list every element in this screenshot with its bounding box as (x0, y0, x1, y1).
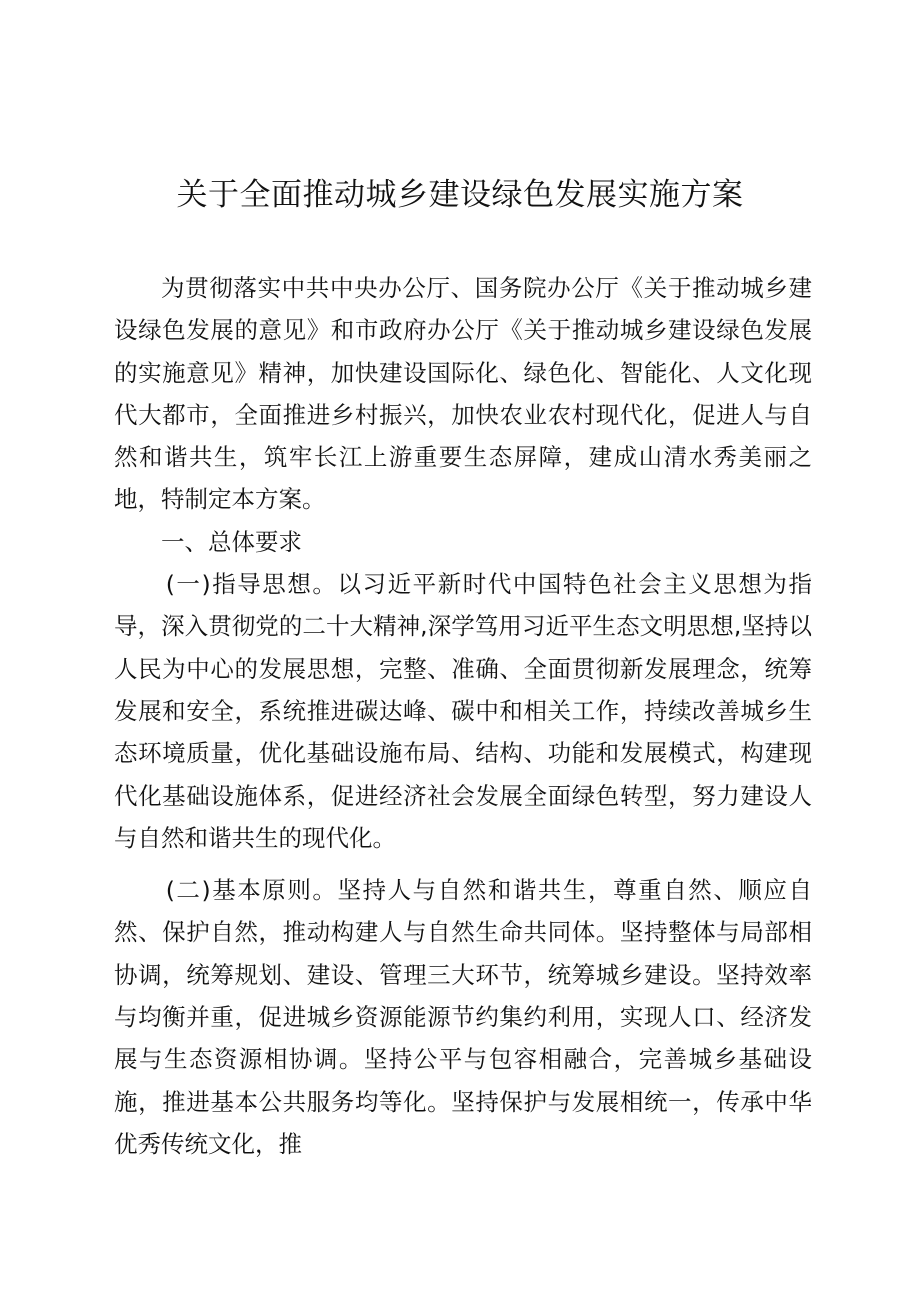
basic-principles-paragraph: (二)基本原则。坚持人与自然和谐共生，尊重自然、顺应自然、保护自然，推动构建人与自然生命共同体。坚持整体与局部相协调，统筹规划、建设、管理三大环节，统筹城乡建设。坚持效率与均衡并重，促进城乡资源能源节约集约利用，实现人口、经济发展与生态资源相协调。坚持公平与包容相融合，完善城乡基础设施，推进基本公共服务均等化。坚持保护与发展相统一，传承中华优秀传统文化，推 (114, 876, 812, 1158)
document-title: 关于全面推动城乡建设绿色发展实施方案 (176, 177, 744, 213)
document-body (114, 267, 812, 1165)
paragraph-gap (114, 859, 812, 869)
guiding-thought-paragraph: (一)指导思想。以习近平新时代中国特色社会主义思想为指导，深入贯彻党的二十大精神,深学笃用习近平生态文明思想,坚持以人民为中心的发展思想，完整、准确、全面贯彻新发展理念，统筹发展和安全，系统推进碳达峰、碳中和相关工作，持续改善城乡生态环境质量，优化基础设施布局、结构、功能和发展模式，构建现代化基础设施体系，促进经济社会发展全面绿色转型，努力建设人与自然和谐共生的现代化。 (114, 570, 812, 852)
intro-paragraph: 为贯彻落实中共中央办公厅、国务院办公厅《关于推动城乡建设绿色发展的意见》和市政府办公厅《关于推动城乡建设绿色发展的实施意见》精神，加快建设国际化、绿色化、智能化、人文化现代大都市，全面推进乡村振兴，加快农业农村现代化，促进人与自然和谐共生，筑牢长江上游重要生态屏障，建成山清水秀美丽之地，特制定本方案。 (114, 274, 812, 514)
section-heading: 一、总体要求 (161, 527, 302, 556)
